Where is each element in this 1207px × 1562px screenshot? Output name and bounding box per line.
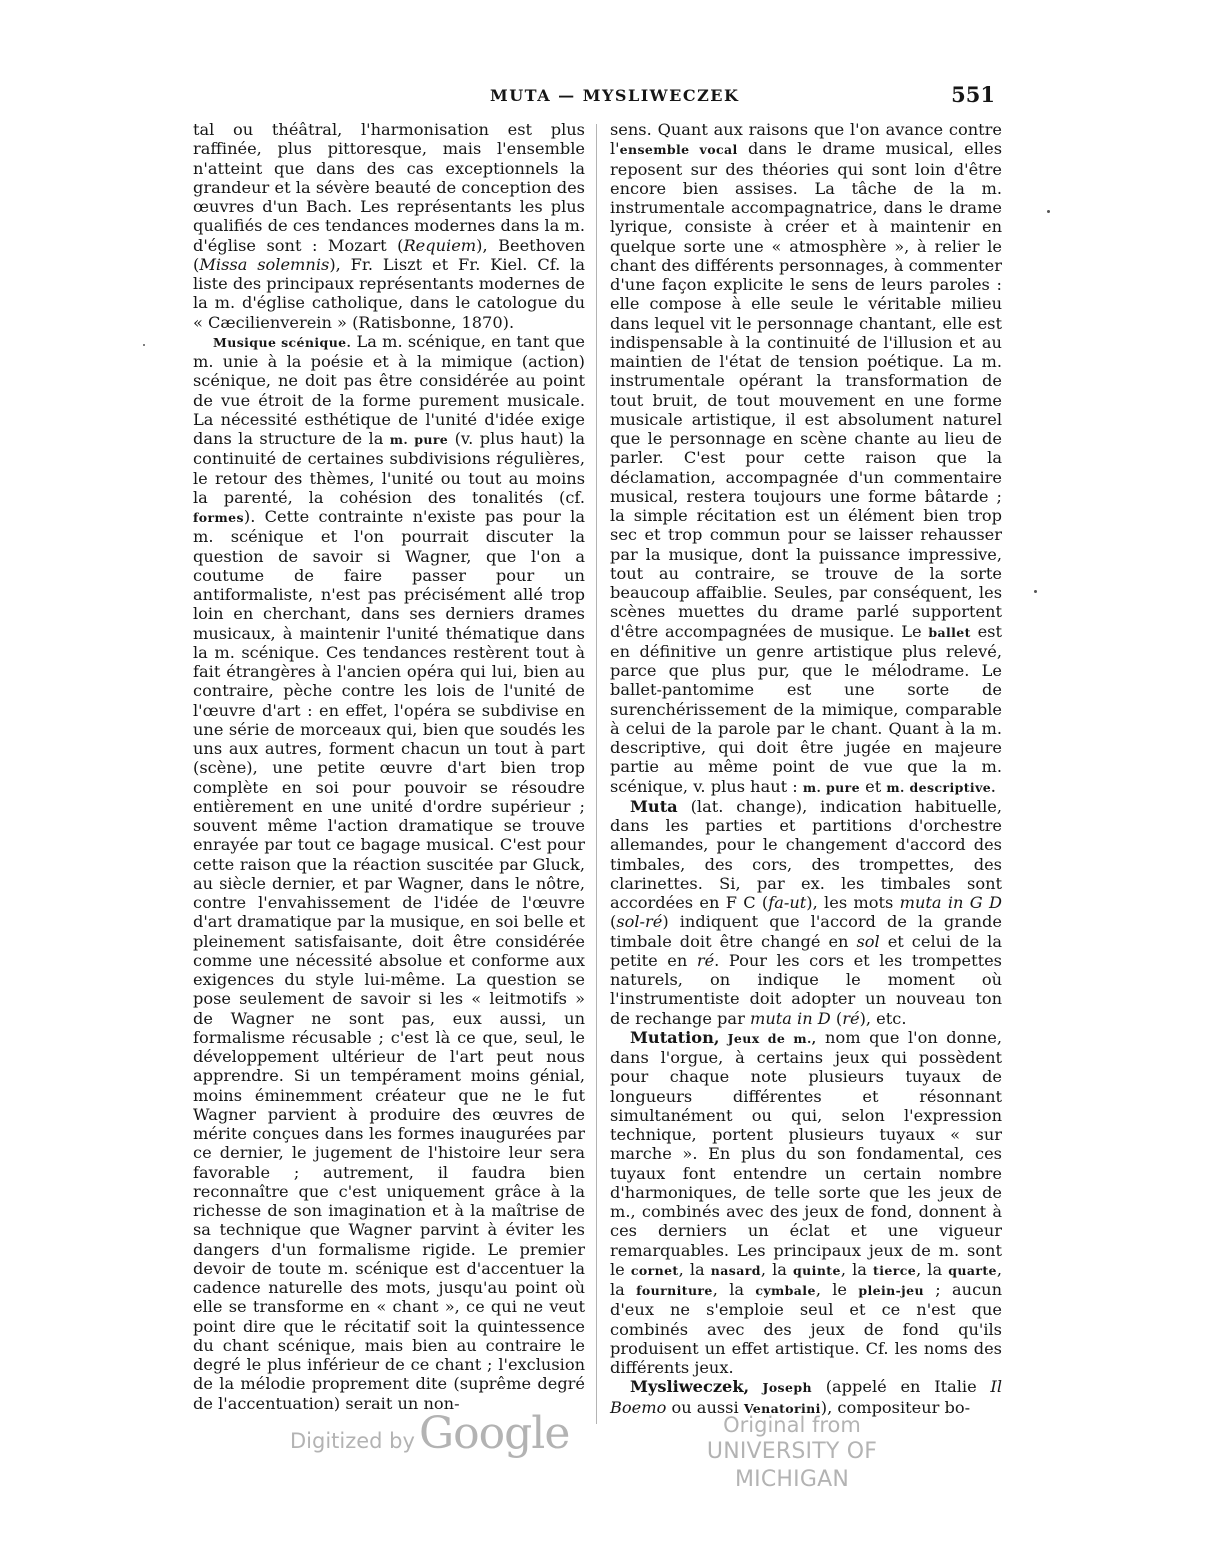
left-column [193, 120, 585, 1413]
original-from-watermark [666, 1412, 918, 1494]
headword-muta: Muta [630, 796, 678, 816]
scan-speck [143, 344, 145, 346]
running-title: MUTA — MYSLIWECZEK [490, 86, 740, 105]
page-number: 551 [951, 82, 995, 107]
section-heading-musique-scenique: Musique scénique. [213, 334, 352, 350]
headword-mutation: Mutation, [630, 1027, 720, 1047]
column-divider [596, 124, 597, 1424]
digitized-by-text: Digitized by [290, 1429, 415, 1453]
cross-reference: formes [193, 510, 244, 525]
cross-reference: ballet [928, 624, 971, 640]
university-name: UNIVERSITY OF MICHIGAN [706, 1439, 878, 1492]
google-logo: Google [418, 1408, 570, 1459]
cross-reference: m. pure [389, 432, 449, 447]
original-from-text: Original from [723, 1413, 861, 1437]
scan-speck [1047, 210, 1050, 213]
entry-muta: Muta (lat. change), indication habituelle, dans les parties et partitions d'orchestre allemandes, pour le changement d'accord des timbales, des cors, des trompettes, des clarinettes. Si, par ex. les timbales sont accordées en F C (fa-ut), les mots muta in G D (sol-ré) indiquent que l'accord de la grande timbale doit être changé en sol et celui de la petite en ré. Pour les cors et les trompettes naturels, on indique le moment où l'instrumentiste doit adopter un nouveau ton de rechange par muta in D (ré), etc. [610, 796, 1002, 1028]
cross-reference: m. descriptive. [886, 779, 996, 795]
cross-reference: ensemble vocal [619, 142, 738, 158]
headword-mysliweczek: Mysliweczek, [630, 1377, 750, 1397]
paragraph-church-music-end: tal ou théâtral, l'harmonisation est plus raffinée, plus pittoresque, mais l'ensemble n'atteint que dans des cas exceptionnels la grandeur et la sévère beauté de conception des œuvres d'un Bach. Les représentants les plus qualifiés de ces tendances modernes dans la m. d'église sont : Mozart (Requiem), Beethoven (Missa solemnis), Fr. Liszt et Fr. Kiel. Cf. la liste des principaux représentants modernes de la m. d'église catholique, dans le catologue du « Cæcilienverein » (Ratisbonne, 1870). [193, 120, 585, 332]
cross-reference: m. pure [802, 779, 861, 795]
right-column [610, 120, 1002, 1418]
entry-mysliweczek: Mysliweczek, Joseph (appelé en Italie Il Boemo ou aussi Venatorini), compositeur bo- [610, 1377, 1002, 1417]
paragraph-musique-scenique-cont: sens. Quant aux raisons que l'on avance contre l'ensemble vocal dans le drame musical, elles reposent sur des théories qui sont loin d'être encore bien assises. La tâche de la m. instrumentale accompagnatrice, dans le drame lyrique, consiste à créer et à maintenir en quelque sorte une « atmosphère », à relier le chant des différents personnages, à commenter d'une façon explicite le sens de leurs paroles : elle compose à elle seule le véritable milieu dans lequel vit le personnage chantant, elle est indispensable à la continuité de l'illusion et au maintien de l'état de tension poétique. La m. instrumentale opérant la transformation de tout bruit, de tout mouvement en une forme musicale artistique, il est absolument naturel que le personnage en scène chante au lieu de parler. C'est pour cette raison que la déclamation, accompagnée d'un commentaire musical, restera toujours une forme bâtarde ; la simple récitation est un élément bien trop sec et trop commun pour se laisser rehausser par la musique, dont la puissance impressive, tout au contraire, se trouve de la sorte beaucoup affaiblie. Seules, par conséquent, les scènes muettes du drame parlé supportent d'être accompagnées de musique. Le ballet est en définitive un genre artistique plus relevé, parce que plus pur, que le mélodrame. Le ballet-pantomime est une sorte de surenchérissement de la mimique, comparable à celui de la parole par le chant. Quant à la m. descriptive, qui doit être jugée en majeure partie au même point de vue que la m. scénique, v. plus haut : m. pure et m. descriptive. [610, 120, 1002, 796]
entry-mutation: Mutation, Jeux de m., nom que l'on donne, dans l'orgue, à certains jeux qui possèdent pour chaque note plusieurs tuyaux de longueurs différentes et résonnant simultanément ou qui, selon l'expression technique, portent plusieurs tuyaux « sur marche ». En plus du son fondamental, ces tuyaux font entendre un certain nombre d'harmoniques, de telle sorte que les jeux de m., combinés avec des jeux de fond, donnent à ces derniers un éclat et une vigueur remarquables. Les principaux jeux de m. sont le cornet, la nasard, la quinte, la tierce, la quarte, la fourniture, la cymbale, le plein-jeu ; aucun d'eux ne s'emploie seul et ce n'est que combinés avec des jeux de fond qu'ils produisent un effet artistique. Cf. les noms des différents jeux. [610, 1027, 1003, 1377]
digitized-by-google-watermark [290, 1408, 569, 1459]
scan-speck [1034, 590, 1037, 593]
page-header [190, 82, 995, 116]
paragraph-musique-scenique: Musique scénique. La m. scénique, en tant que m. unie à la poésie et à la mimique (action) scénique, ne doit pas être considérée au point de vue étroit de la forme purement musicale. La nécessité esthétique de l'unité d'idée exige dans la structure de la m. pure (v. plus haut) la continuité de certaines subdivisions régulières, le retour des thèmes, l'unité ou tout au moins la parenté, la cohésion des tonalités (cf. formes). Cette contrainte n'existe pas pour la m. scénique et l'on pourrait discuter la question de savoir si Wagner, que l'on a coutume de faire passer pour un antiformaliste, n'est pas précisément allé trop loin en cherchant, dans ses derniers drames musicaux, à maintenir l'unité thématique dans la m. scénique. Ces tendances restèrent tout à fait étrangères à l'ancien opéra qui lui, bien au contraire, pèche contre les lois de l'unité de l'œuvre d'art : en effet, l'opéra se subdivise en une série de morceaux qui, bien que soudés les uns aux autres, forment chacun un tout à part (scène), une petite œuvre d'art bien trop complète en soi pour pouvoir se résoudre entièrement en une unité d'ordre supérieur ; souvent même l'action dramatique se trouve enrayée par tout ce bagage musical. C'est pour cette raison que la réaction suscitée par Gluck, au siècle dernier, et par Wagner, dans le nôtre, contre l'envahissement de l'idée de l'œuvre d'art dramatique par la musique, en soi belle et pleinement satisfaisante, doit être considérée comme une nécessité absolue et conforme aux exigences du style lui-même. La question se pose seulement de savoir si les « leitmotifs » de Wagner ne sont pas, eux aussi, un formalisme récusable ; c'est là ce que, seul, le développement ultérieur de l'art peut nous apprendre. Si un tempérament moins génial, moins éminemment créateur que ne le fut Wagner parvient à produire des œuvres de mérite conçues dans les formes inaugurées par ce dernier, le jugement de l'histoire leur sera favorable ; autrement, il faudra bien reconnaître que c'est uniquement grâce à la richesse de son imagination et à la maîtrise de sa technique que Wagner parvint à éviter les dangers d'un formalisme rigide. Le premier devoir de toute m. scénique est d'accentuer la cadence naturelle des mots, jusqu'au point où elle se transforme en « chant », ce qui ne veut point dire que le récitatif soit la quintessence du chant scénique, mais bien au contraire le degré le plus inférieur de ce chant ; l'exclusion de la mélodie proprement dite (suprême degré de l'accentuation) serait un non- [193, 331, 586, 1413]
